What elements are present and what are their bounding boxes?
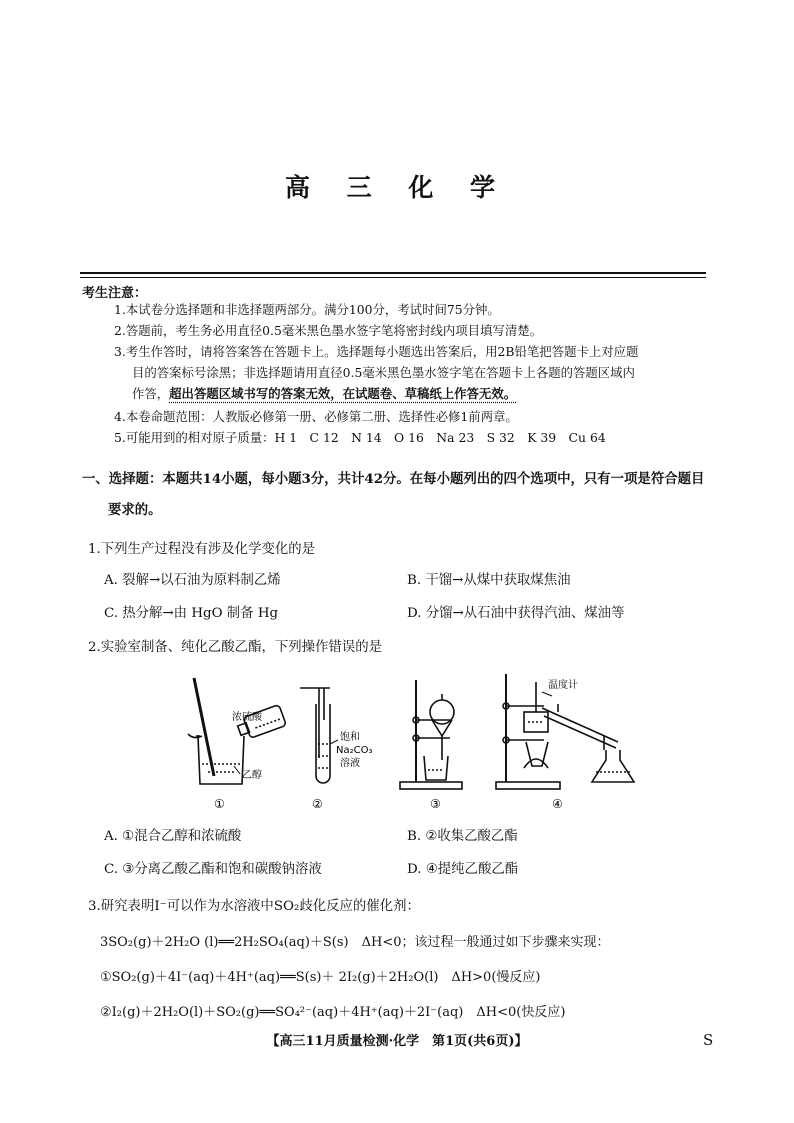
section-heading: 一、选择题：本题共14小题，每小题3分，共计42分。在每小题列出的四个选项中，只有一项是符合题目 [82,471,705,487]
question-1-option-c: C. 热分解→由 HgO 制备 Hg [104,606,279,621]
notice-item-3-end: 作答，超出答题区域书写的答案无效，在试题卷、草稿纸上作答无效。 [132,386,517,401]
beaker-apparatus [188,678,286,784]
figure-number-2: ② [312,797,323,811]
page-title: 高 三 化 学 [284,173,510,202]
question-2-option-b: B. ②收集乙酸乙酯 [407,829,518,844]
question-1-option-b: B. 干馏→从煤中获取煤焦油 [407,573,571,588]
notice-item-4: 4.本卷命题范围：人教版必修第一册、必修第二册、选择性必修1前两章。 [114,409,518,424]
question-2-option-d: D. ④提纯乙酸乙酯 [407,862,519,877]
notice-heading: 考生注意： [82,286,148,301]
header-rule [80,272,706,274]
corner-mark: S [703,1031,714,1049]
figure-number-1: ① [214,797,225,811]
label-solution: 溶液 [340,758,360,769]
question-3-step-2: ②I₂(g)＋2H₂O(l)＋SO₂(g)══SO₄²⁻(aq)＋4H⁺(aq)＋2I⁻(aq) ΔH<0(快反应) [100,1005,566,1020]
question-3-overall-equation: 3SO₂(g)＋2H₂O (l)══2H₂SO₄(aq)＋S(s) ΔH<0；该过程一般通过如下步骤来实现： [100,935,610,950]
figure-number-3: ③ [430,797,441,811]
question-1-option-a: A. 裂解→以石油为原料制乙烯 [104,573,281,588]
figure-number-4: ④ [552,797,563,811]
question-3-stem: 3.研究表明I⁻可以作为水溶液中SO₂歧化反应的催化剂： [88,899,420,914]
label-conc-sulfuric-acid: 浓硫酸 [232,712,262,723]
question-1-option-d: D. 分馏→从石油中获得汽油、煤油等 [407,606,625,621]
apparatus-figure [180,664,640,812]
notice-emphasis: 超出答题区域书写的答案无效，在试题卷、草稿纸上作答无效。 [169,386,517,401]
label-na2co3: Na₂CO₃ [336,745,373,756]
test-tube-apparatus [300,688,338,783]
question-2-option-c: C. ③分离乙酸乙酯和饱和碳酸钠溶液 [104,862,322,877]
section-heading-cont: 要求的。 [108,502,162,518]
label-thermometer: 温度计 [548,680,578,691]
header-rule-thin [80,277,706,278]
notice-item-1: 1.本试卷分选择题和非选择题两部分。满分100分，考试时间75分钟。 [114,302,500,317]
distillation-apparatus [496,674,634,789]
question-3-step-1: ①SO₂(g)＋4I⁻(aq)＋4H⁺(aq)══S(s)＋ 2I₂(g)＋2H₂O(l) ΔH>0(慢反应) [100,970,541,985]
label-ethanol: 乙醇 [242,770,262,781]
notice-item-2: 2.答题前，考生务必用直径0.5毫米黑色墨水签字笔将密封线内项目填写清楚。 [114,323,543,338]
question-1-stem: 1.下列生产过程没有涉及化学变化的是 [88,542,316,557]
question-2-option-a: A. ①混合乙醇和浓硫酸 [104,829,242,844]
separatory-funnel-apparatus [400,680,462,789]
page-footer: 【高三11月质量检测·化学 第1页(共6页)】 [266,1034,528,1049]
notice-item-5: 5.可能用到的相对原子质量：H 1 C 12 N 14 O 16 Na 23 S 32 K 39 Cu 64 [114,430,606,445]
question-2-stem: 2.实验室制备、纯化乙酸乙酯，下列操作错误的是 [88,640,382,655]
notice-item-3-cont: 目的答案标号涂黑；非选择题请用直径0.5毫米黑色墨水签字笔在答题卡上各题的答题区域内 [132,365,635,380]
notice-item-3: 3.考生作答时，请将答案答在答题卡上。选择题每小题选出答案后，用2B铅笔把答题卡上对应题 [114,344,639,359]
label-saturated: 饱和 [340,732,360,743]
